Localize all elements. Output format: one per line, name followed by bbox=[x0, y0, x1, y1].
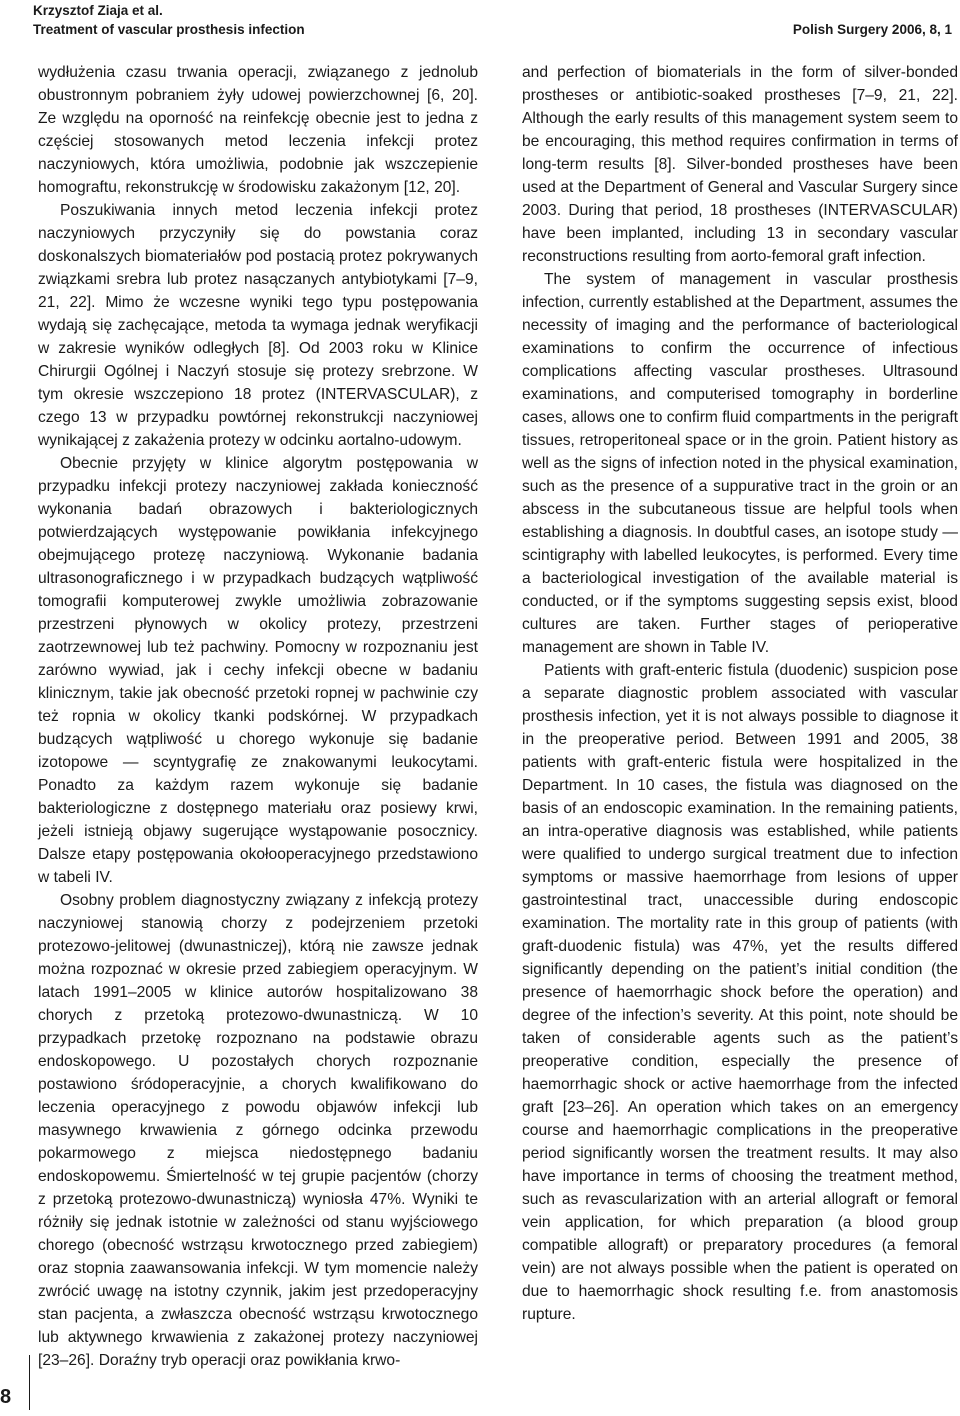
paragraph: Patients with graft-enteric fistula (duodenic) suspicion pose a separate diagnostic problem associated with vascular prosthesis infection, yet it is not always possible to diagnose it in the preoperative period. Between 1991 and 2005, 38 patients with graft-enteric fistula were hospitalized in the Department. In 10 cases, the fistula was diagnosed on the basis of an endoscopic examination. In the remaining patients, an intra-operative diagnosis was established, while patients were qualified to undergo surgical treatment due to infection symptoms or massive haemorrhage from lesions of upper gastrointestinal tract, unaccessible during endoscopic examination. The mortality rate in this group of patients (with graft-duodenic fistula) was 47%, yet the results differed significantly depending on the patient’s initial condition (the presence of haemorrhagic shock before the operation) and degree of the infection’s severity. At this point, note should be taken of considerable agents such as the patient’s preoperative condition, especially the presence of haemorrhagic shock or active haemorrhage from the infected graft [23–26]. An operation which takes on an emergency course and haemorrhagic complications in the preoperative period significantly worsen the treatment results. It may also have importance in terms of choosing the treatment method, such as revascularization with an arterial allograft or femoral vein application, for which preparation (a blood group compatible allograft) or preparatory procedures (a femoral vein) are not always possible when the patient is operated on due to haemorrhagic shock resulting f.e. from anastomosis rupture. bbox=[522, 662, 958, 1323]
header-author: Krzysztof Ziaja et al. bbox=[33, 3, 163, 18]
paragraph: Obecnie przyjęty w klinice algorytm postępowania w przypadku infekcji protezy naczyniowej zakłada konieczność wykonania badań obrazowych i bakteriologicznych potwierdzających występowanie powikłania infekcyjnego obejmującego protezę naczyniową. Wykonanie badania ultrasonograficznego i w przypadkach budzących wątpliwość tomografii komputerowej zwykle umożliwia zobrazowanie przestrzeni płynowych w okolicy protezy, przestrzeni zaotrzewnowej lub też pachwiny. Pomocny w rozpoznaniu jest zarówno wywiad, jak i cechy infekcji obecne w badaniu klinicznym, takie jak obecność przetoki ropnej w pachwinie czy też ropnia w okolicy tkanki podskórnej. W przypadkach budzących wątpliwość u chorego wykonuje się badanie izotopowe — scyntygrafię ze znakowanymi leukocytami. Ponadto za każdym razem wykonuje się badanie bakteriologiczne z dostępnego materiału oraz posiewy krwi, jeżeli istnieją objawy sugerujące wystąpowanie posocznicy. Dalsze etapy postępowania okołooperacyjnego przedstawiono w tabeli IV. bbox=[38, 455, 478, 886]
running-header bbox=[33, 1, 305, 39]
header-journal: Polish Surgery 2006, 8, 1 bbox=[792, 22, 952, 37]
paragraph: and perfection of biomaterials in the form of silver-bonded prostheses or antibiotic-soaked prostheses [7–9, 21, 22]. Although the early results of this management system seem to be encouraging, this method requires confirmation in terms of long-term results [8]. Silver-bonded prostheses have been used at the Department of General and Vascular Surgery since 2003. During that period, 18 prostheses (INTERVASCULAR) have been implanted, including 13 in secondary vascular reconstructions resulting from aorto-femoral graft infection. bbox=[522, 64, 958, 265]
paragraph: Poszukiwania innych metod leczenia infekcji protez naczyniowych przyczyniły się do powstania coraz doskonalszych biomateriałów pod postacią protez pokrywanych związkami srebra lub protez nasączanych antybiotykami [7–9, 21, 22]. Mimo że wczesne wyniki tego typu postępowania wydają się zachęcające, metoda ta wymaga jednak weryfikacji w zakresie wyników odległych [8]. Od 2003 roku w Klinice Chirurgii Ogólnej i Naczyń stosuje się protezy srebrzone. W tym okresie wszczepiono 18 protez (INTERVASCULAR), z czego 13 w przypadku powtórnej rekonstrukcji naczyniowej wynikającej z zakażenia protezy w odcinku aortalno-udowym. bbox=[38, 202, 478, 449]
page-number: 8 bbox=[0, 1386, 12, 1408]
paragraph: The system of management in vascular prosthesis infection, currently established at the Department, assumes the necessity of imaging and the performance of bacteriological examinations to confirm the occurrence of infectious complications affecting vascular prostheses. Ultrasound examinations, and computerised tomography in borderline cases, allows one to confirm fluid compartments in the perigraft tissues, retroperitoneal space or in the groin. Patient history as well as the signs of infection noted in the physical examination, such as the presence of a suppurative tract in the groin or an abscess in the subcutaneous tissue are helpful tools when establishing a diagnosis. In doubtful cases, an isotope study — scintigraphy with labelled leukocytes, is performed. Every time a bacteriological investigation of the available material is conducted, or if the symptoms suggesting sepsis exist, blood cultures are taken. Further stages of perioperative management are shown in Table IV. bbox=[522, 271, 958, 656]
paragraph: Osobny problem diagnostyczny związany z infekcją protezy naczyniowej stanowią chorzy z podejrzeniem przetoki protezowo-jelitowej (dwunastniczej), którą nie zawsze jednak można rozpoznać w okresie przed zabiegiem operacyjnym. W latach 1991–2005 w klinice autorów hospitalizowano 38 chorych z przetoką protezowo-dwunastniczą. W 10 przypadkach przetokę rozpoznano na podstawie obrazu endoskopowego. U pozostałych chorych rozpoznanie postawiono śródoperacyjnie, a chorych kwalifikowano do leczenia operacyjnego z powodu objawów infekcji lub masywnego krwawienia z górnego odcinka przewodu pokarmowego z miejsca niedostępnego badaniu endoskopowemu. Śmiertelność w tej grupie pacjentów (chorzy z przetoką protezowo-dwunastniczą) wyniosła 47%. Wyniki te różniły się jednak istotnie w zależności od stanu wyjściowego chorego (obecność wstrząsu krwotocznego przed zabiegiem) oraz stopnia zaawansowania infekcji. W tym momencie należy zwrócić uwagę na istotny czynnik, jakim jest przedoperacyjny stan pacjenta, a zwłaszcza obecność wstrząsu krwotocznego lub aktywnego krwawienia z zakażonej protezy naczyniowej [23–26]. Doraźny tryb operacji oraz powikłania krwo- bbox=[38, 892, 478, 1369]
paragraph: wydłużenia czasu trwania operacji, związanego z jednolub obustronnym pobraniem żyły udowej powierzchownej [6, 20]. Ze względu na oporność na reinfekcję obecnie jest to jedna z częściej stosowanych metod leczenia infekcji protez naczyniowych, która umożliwia, podobnie jak wszczepienie homograftu, rekonstrukcję w środowisku zakażonym [12, 20]. bbox=[38, 64, 478, 196]
right-column bbox=[522, 61, 958, 1326]
header-title: Treatment of vascular prosthesis infection bbox=[33, 22, 305, 37]
margin-rule bbox=[29, 1355, 30, 1410]
left-column bbox=[38, 61, 478, 1372]
